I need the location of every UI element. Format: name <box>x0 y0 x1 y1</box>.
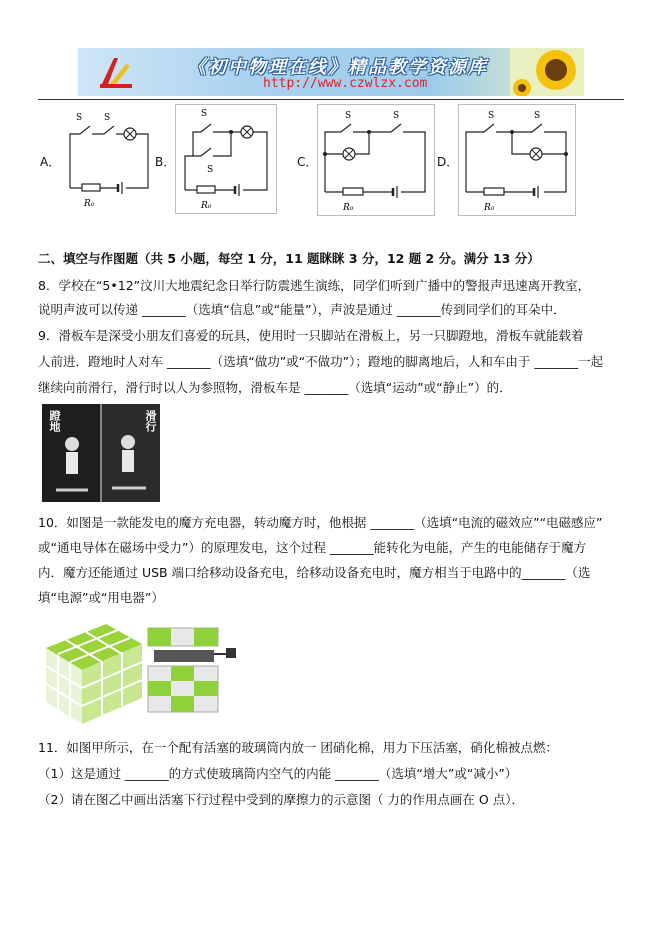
q8-line-2: 说明声波可以传递 _______（选填“信息”或“能量”），声波是通过 _______传到同学们的耳朵中． <box>38 302 566 317</box>
q10-line-1: 10．如图是一款能发电的魔方充电器，转动魔方时，他根据 _______（选填“电流的磁效应”“电磁感应” <box>38 515 603 530</box>
q10-line-3: 内．魔方还能通过 USB 端口给移动设备充电，给移动设备充电时，魔方相当于电路中的_______（选 <box>38 565 591 580</box>
option-b-label: B． <box>155 155 176 169</box>
section-2-heading: 二、填空与作图题（共 5 小题，每空 1 分，11 题眯眯 3 分，12 题 2 分。满分 13 分） <box>38 251 540 266</box>
q11-line-1: 11．如图甲所示，在一个配有活塞的玻璃筒内放一 团硝化棉，用力下压活塞，硝化棉被点燃： <box>38 740 558 755</box>
circuit-c-diagram <box>317 104 435 216</box>
q9-line-1: 9．滑板车是深受小朋友们喜爱的玩具，使用时一只脚站在滑板上，另一只脚蹬地，滑板车就能载着 <box>38 328 584 343</box>
circuit-b-diagram <box>175 104 277 214</box>
svg-text:S: S <box>345 111 352 121</box>
logo-icon <box>96 54 136 90</box>
q8-line-1: 8．学校在“5•12”汶川大地震纪念日举行防震逃生演练，同学们听到广播中的警报声迅速离开教室， <box>38 278 591 293</box>
photo-right-caption: 滑行 <box>144 410 157 432</box>
svg-text:S: S <box>201 109 208 119</box>
svg-text:S: S <box>488 111 495 121</box>
svg-text:R₀: R₀ <box>84 199 95 209</box>
magic-cube-charger-photo <box>40 618 245 726</box>
svg-text:R₀: R₀ <box>343 203 354 213</box>
photo-left-caption: 蹬地 <box>48 410 61 432</box>
svg-text:R₀: R₀ <box>484 203 495 213</box>
option-c-label: C． <box>297 155 318 169</box>
svg-text:R₀: R₀ <box>201 201 212 211</box>
q9-line-2: 人前进．蹬地时人对车 _______（选填“做功”或“不做功”）；蹬地的脚离地后，人和车由于 _______一起 <box>38 354 604 369</box>
option-a-label: A． <box>40 155 61 169</box>
q11-line-2: （1）这是通过 _______的方式使玻璃筒内空气的内能 _______（选填“增大”或“减小”） <box>38 766 518 781</box>
q10-line-4: 填“电源”或“用电器”） <box>38 590 164 605</box>
q9-line-3: 继续向前滑行，滑行时以人为参照物，滑板车是 _______（选填“运动”或“静止”）的． <box>38 380 512 395</box>
svg-text:S: S <box>104 113 111 123</box>
circuit-a-diagram <box>60 104 155 212</box>
banner-title: 《初中物理在线》精品教学资源库 <box>188 57 488 78</box>
svg-text:S: S <box>393 111 400 121</box>
header-banner <box>78 48 584 96</box>
scooter-photo <box>42 404 160 502</box>
header-divider <box>38 99 624 100</box>
svg-text:S: S <box>76 113 83 123</box>
banner-url: http://www.czwlzx.com <box>263 76 428 91</box>
q10-line-2: 或“通电导体在磁场中受力”）的原理发电，这个过程 _______能转化为电能，产生的电能储存于魔方 <box>38 540 587 555</box>
q11-line-3: （2）请在图乙中画出活塞下行过程中受到的摩擦力的示意图（ 力的作用点画在 O 点）． <box>38 792 524 807</box>
svg-text:S: S <box>207 165 214 175</box>
circuit-d-diagram <box>458 104 576 216</box>
svg-text:S: S <box>534 111 541 121</box>
sunflower-icon <box>510 48 584 96</box>
option-d-label: D． <box>437 155 459 169</box>
